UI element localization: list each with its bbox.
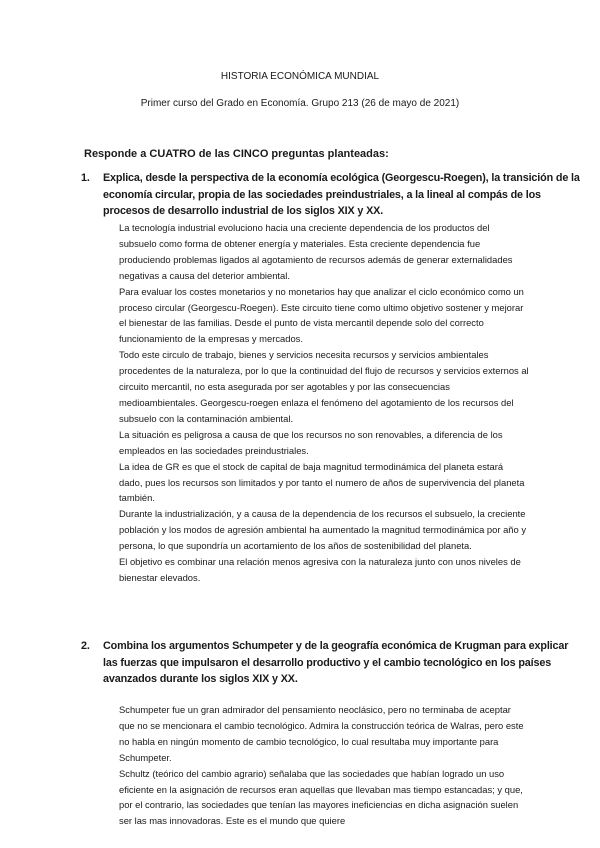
document-title: HISTORIA ECONÓMICA MUNDIAL xyxy=(220,71,380,82)
question-1 xyxy=(81,170,583,220)
question-1-number: 1. xyxy=(81,172,90,184)
answer-1-paragraph: El objetivo es combinar una relación menos agresiva con la naturaleza junto con unos niveles de bienestar elevados. xyxy=(119,556,521,583)
answer-1-paragraph: Durante la industrialización, y a causa de la dependencia de los recursos el subsuelo, la creciente población y los modos de agresión ambiental ha aumentado la magnitud termodinámica por año y persona, lo que supondría un acortamiento de los años de sostenibilidad del planeta. xyxy=(119,508,527,552)
answer-2-paragraph: Schumpeter fue un gran admirador del pensamiento neoclásico, pero no terminaba de aceptar que no se mencionara el cambio tecnológico. Admira la construcción teórica de Walras, pero este no habla en ningún momento de cambio tecnológico, lo cual resultaba muy importante para Schumpeter. xyxy=(119,704,524,763)
question-2-number: 2. xyxy=(81,640,90,652)
answer-2-paragraph: Schultz (teórico del cambio agrario) señalaba que las sociedades que habían logrado un uso eficiente en la asignación de recursos eran aquellas que llevaban mas tiempo estancadas; y que, por el contrario, las sociedades que tenían las mayores ineficiencias en dicha asignación suelen ser las mas innovadoras. Este es el mundo que quiere xyxy=(119,767,523,827)
answer-1-paragraph: Para evaluar los costes monetarios y no monetarios hay que analizar el ciclo económico como un proceso circular (Georgescu-Roegen). Este circuito tiene como ultimo objetivo sostener y mejorar el bienestar de las familias. Desde el punto de vista mercantil depende solo del correcto funcionamiento de la empresas y mercados. xyxy=(119,285,524,345)
answer-2 xyxy=(119,702,529,829)
question-2-text: Combina los argumentos Schumpeter y de la geografía económica de Krugman para explicar las fuerzas que impulsaron el desarrollo productivo y el cambio tecnológico en los países avanzados durante los siglos XIX y XX. xyxy=(103,640,569,686)
answer-1-paragraph: Todo este circulo de trabajo, bienes y servicios necesita recursos y servicios ambientales procedentes de la naturaleza, por lo que la continuidad del flujo de recursos y servicios externos al circuito mercantil, no esta asegurada por ser agotables y por las consecuencias medioambientales. Georgescu-roegen enlaza el fenómeno del agotamiento de los recursos del subsuelo con la contaminación ambiental. xyxy=(119,349,529,424)
question-2 xyxy=(81,638,583,688)
answer-1 xyxy=(119,220,529,586)
instructions: Responde a CUATRO de las CINCO preguntas planteadas: xyxy=(84,148,389,160)
question-1-text: Explica, desde la perspectiva de la economía ecológica (Georgescu-Roegen), la transición de la economía circular, propia de las sociedades preindustriales, a la lineal al compás de los procesos de desarrollo industrial de los siglos XIX y XX. xyxy=(103,172,580,218)
answer-1-paragraph: La idea de GR es que el stock de capital de baja magnitud termodinámica del planeta estará dado, pues los recursos son limitados y por tanto el numero de años de supervivencia del planeta también. xyxy=(119,460,525,504)
document-subtitle: Primer curso del Grado en Economía. Grupo 213 (26 de mayo de 2021) xyxy=(140,98,460,109)
answer-1-paragraph: La tecnología industrial evoluciono hacia una creciente dependencia de los productos del subsuelo como forma de obtener energía y materiales. Esta creciente dependencia fue produciendo problemas ligados al agotamiento de recursos además de generar externalidades negativas a causa del deterior ambiental. xyxy=(119,222,513,281)
answer-1-paragraph: La situación es peligrosa a causa de que los recursos no son renovables, a diferencia de los empleados en las sociedades preindustriales. xyxy=(119,428,503,456)
